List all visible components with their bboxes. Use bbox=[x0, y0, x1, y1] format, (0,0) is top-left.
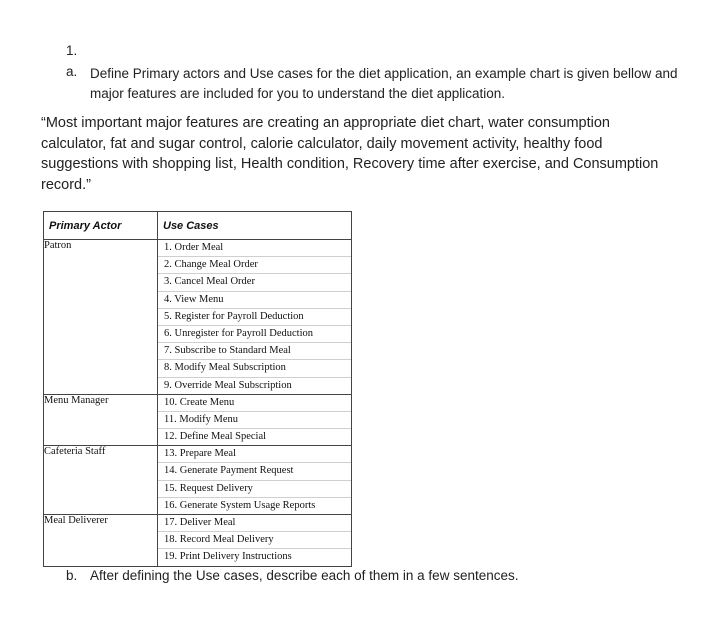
use-case-item: 1. Order Meal bbox=[164, 242, 224, 253]
use-case-item: 12. Define Meal Special bbox=[158, 428, 351, 445]
header-primary-actor: Primary Actor bbox=[44, 212, 158, 240]
use-case-item: 18. Record Meal Delivery bbox=[158, 531, 351, 548]
use-cases-cell bbox=[158, 240, 352, 395]
use-case-item: 6. Unregister for Payroll Deduction bbox=[158, 325, 351, 342]
table-header-row bbox=[44, 212, 352, 240]
primary-actor-cell: Patron bbox=[44, 240, 158, 395]
use-case-item: 16. Generate System Usage Reports bbox=[158, 497, 351, 514]
part-b-marker: b. bbox=[66, 568, 78, 583]
use-case-item: 10. Create Menu bbox=[164, 396, 235, 408]
table-body bbox=[44, 240, 352, 567]
use-case-item: 19. Print Delivery Instructions bbox=[158, 548, 351, 565]
feature-quote: “Most important major features are creating an appropriate diet chart, water consumption calculator, fat and sugar control, calorie calculator, daily movement activity, healthy food suggestions with shopping list, Health condition, Recovery time after exercise, and Consumption record.” bbox=[41, 115, 659, 193]
use-cases-cell bbox=[158, 446, 352, 515]
table-row bbox=[44, 240, 352, 395]
primary-actor-cell: Menu Manager bbox=[44, 394, 158, 446]
part-a-marker: a. bbox=[66, 64, 78, 79]
table-row bbox=[44, 446, 352, 515]
use-case-table bbox=[43, 211, 352, 567]
primary-actor-cell: Meal Deliverer bbox=[44, 515, 158, 567]
question-number: 1. bbox=[66, 43, 78, 58]
use-case-item: 15. Request Delivery bbox=[158, 480, 351, 497]
use-case-item: 4. View Menu bbox=[158, 291, 351, 308]
primary-actor-cell: Cafeteria Staff bbox=[44, 446, 158, 515]
use-case-item: 9. Override Meal Subscription bbox=[158, 377, 351, 394]
table-row bbox=[44, 394, 352, 446]
use-cases-cell bbox=[158, 515, 352, 567]
use-case-item: 14. Generate Payment Request bbox=[158, 462, 351, 479]
use-case-item: 2. Change Meal Order bbox=[158, 256, 351, 273]
part-b-text: After defining the Use cases, describe each of them in a few sentences. bbox=[90, 568, 519, 583]
use-case-item: 17. Deliver Meal bbox=[164, 517, 236, 528]
use-case-item: 11. Modify Menu bbox=[158, 411, 351, 428]
use-case-item: 8. Modify Meal Subscription bbox=[158, 359, 351, 376]
use-case-item: 5. Register for Payroll Deduction bbox=[158, 308, 351, 325]
table-row bbox=[44, 515, 352, 567]
header-use-cases: Use Cases bbox=[158, 212, 352, 240]
use-case-item: 3. Cancel Meal Order bbox=[158, 273, 351, 290]
use-case-item: 13. Prepare Meal bbox=[164, 448, 237, 460]
part-a-text: Define Primary actors and Use cases for the diet application, an example chart is given bellow and major features are included for you to understand the diet application. bbox=[90, 66, 678, 101]
use-case-item: 7. Subscribe to Standard Meal bbox=[158, 342, 351, 359]
use-cases-cell bbox=[158, 394, 352, 446]
